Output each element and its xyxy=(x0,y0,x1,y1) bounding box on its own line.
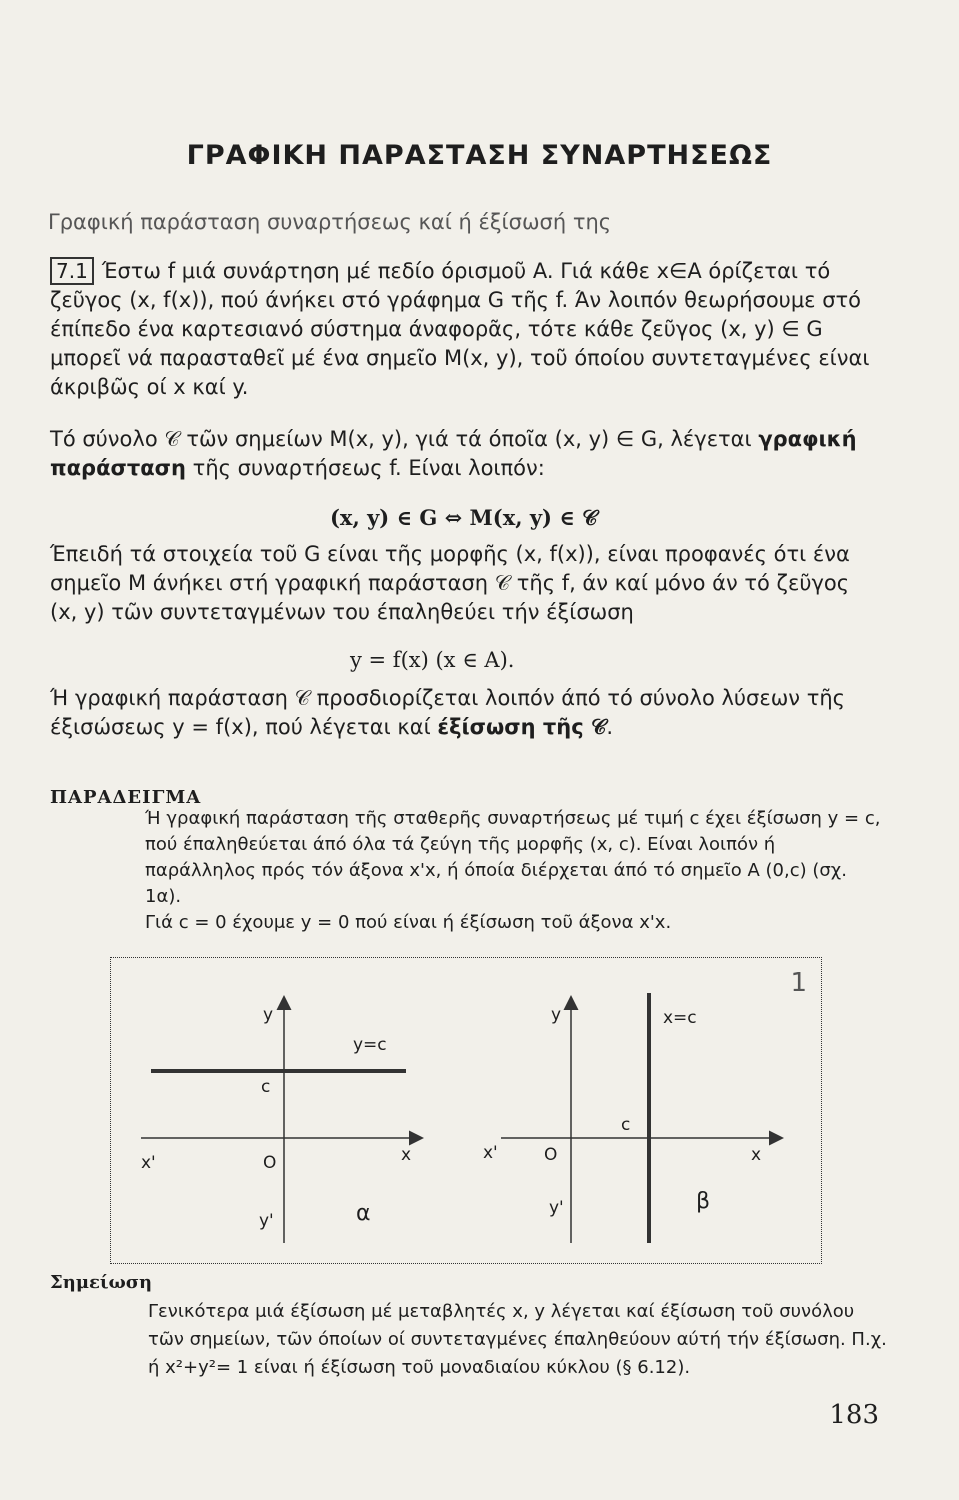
definition-text-1: Τό σύνολο 𝒞 τῶν σημείων M(x, y), γιά τά όποῖα (x, y) ∈ G, λέγεται xyxy=(50,427,759,451)
y-label-a: y xyxy=(263,1005,274,1025)
y-prime-label-b: y' xyxy=(549,1198,564,1218)
example-text-2: Γιά c = 0 έχουμε y = 0 πού είναι ή έξίσωση τοῦ άξονα x'x. xyxy=(145,912,672,933)
panel-b xyxy=(483,993,781,1243)
origin-b: O xyxy=(544,1145,558,1165)
figure-diagram xyxy=(111,958,821,1263)
y-label-b: y xyxy=(551,1005,562,1025)
line-label-a: y=c xyxy=(353,1035,387,1055)
example-heading: ΠΑΡΑΔΕΙΓΜΑ xyxy=(50,787,202,808)
x-label-b: x xyxy=(751,1145,762,1165)
note-paragraph: Γενικότερα μιά έξίσωση μέ μεταβλητές x, y λέγεται καί έξίσωση τοῦ συνόλου τῶν σημείων, τῶν όποίων οί συντεταγμένες έπαληθεύουν αύτή τήν έξίσωση. Π.χ. ή x²+y²= 1 είναι ή έξίσωση τοῦ μοναδιαίου κύκλου (§ 6.12). xyxy=(148,1301,887,1378)
equivalence-formula: (x, y) ∈ G ⇔ M(x, y) ∈ 𝒞 xyxy=(330,505,598,530)
note-heading: Σημείωση xyxy=(50,1272,153,1293)
section-number: 7.1 xyxy=(50,257,94,285)
c-label-a: c xyxy=(261,1077,271,1097)
line-label-b: x=c xyxy=(663,1008,697,1028)
explanation-paragraph: Έπειδή τά στοιχεία τοῦ G είναι τῆς μορφῆς (x, f(x)), είναι προφανές ότι ένα σημεῖο M άνήκει στή γραφική παράσταση 𝒞 τῆς f, άν καί μόνο άν τό ζεῦγος (x, y) τῶν συντεταγμένων του έπαληθεύει τήν έξίσωση xyxy=(50,542,850,624)
equation-formula: y = f(x) (x ∈ A). xyxy=(350,648,515,672)
panel-a xyxy=(141,998,421,1243)
example-text-1: Ή γραφική παράσταση τῆς σταθερῆς συναρτήσεως μέ τιμή c έχει έξίσωση y = c, πού έπαληθεύεται άπό όλα τά ζεύγη τῆς μορφῆς (x, c). Είναι λοιπόν ή παράλληλος πρός τόν άξονα x'x, ή όποία διέρχεται άπό τό σημεῖο A (0,c) (σχ. 1α). xyxy=(145,808,881,907)
example-paragraph xyxy=(145,806,885,936)
conclusion-paragraph: Ή γραφική παράσταση 𝒞 προσδιορίζεται λοιπόν άπό τό σύνολο λύσεων τῆς έξισώσεως y = f(x), πού λέγεται καί έξίσωση τῆς 𝒞. xyxy=(50,686,845,739)
conclusion-term: έξίσωση τῆς 𝒞 xyxy=(437,715,607,739)
page-title: ΓΡΑΦΙΚΗ ΠΑΡΑΣΤΑΣΗ ΣΥΝΑΡΤΗΣΕΩΣ xyxy=(186,140,773,171)
section-subtitle: Γραφική παράσταση συναρτήσεως καί ή έξίσωσή της xyxy=(48,210,612,234)
c-label-b: c xyxy=(621,1115,631,1135)
intro-text: Έστω f μιά συνάρτηση μέ πεδίο όρισμοῦ A. Γιά κάθε x∈A όρίζεται τό ζεῦγος (x, f(x)), πού άνήκει στό γράφημα G τῆς f. Άν λοιπόν θεωρήσουμε στό έπίπεδο ένα καρτεσιανό σύστημα άναφορᾶς, τότε κάθε ζεῦγος (x, y) ∈ G μπορεῖ νά παρασταθεῖ μέ ένα σημεῖο M(x, y), τοῦ όποίου συντεταγμένες είναι άκριβῶς οί x καί y. xyxy=(50,259,870,399)
intro-paragraph xyxy=(50,257,880,402)
x-label-a: x xyxy=(401,1145,412,1165)
y-prime-label-a: y' xyxy=(259,1211,274,1231)
caption-a: α xyxy=(356,1201,371,1226)
definition-text-2: τῆς συναρτήσεως f. Είναι λοιπόν: xyxy=(186,456,545,480)
definition-term: γραφική παράσταση xyxy=(50,427,857,480)
page-number: 183 xyxy=(829,1400,879,1430)
x-prime-label-a: x' xyxy=(141,1153,156,1173)
figure-number: 1 xyxy=(790,968,807,998)
conclusion-text: Ή γραφική παράσταση 𝒞 προσδιορίζεται λοιπόν άπό τό σύνολο λύσεων τῆς έξισώσεως y = f(x), πού λέγεται καί xyxy=(50,686,845,739)
origin-a: O xyxy=(263,1153,277,1173)
x-prime-label-b: x' xyxy=(483,1143,498,1163)
definition-paragraph xyxy=(50,425,880,483)
caption-b: β xyxy=(696,1189,711,1214)
figure-1 xyxy=(110,957,822,1264)
